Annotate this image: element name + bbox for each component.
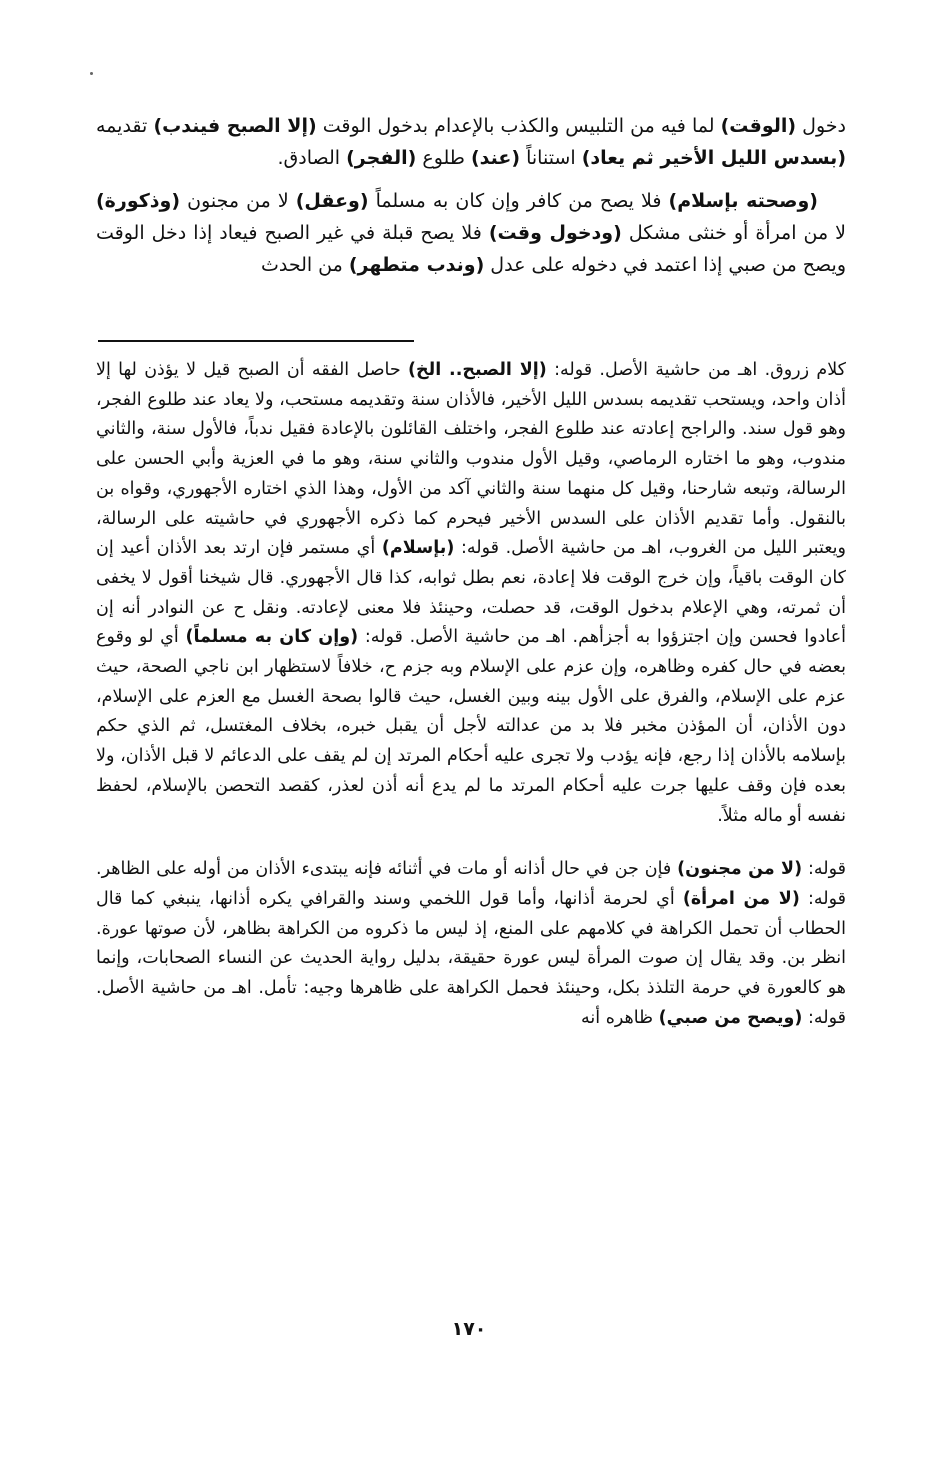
text-run: لا من امرأة أو خنثى مشكل	[621, 222, 846, 244]
bold-term: (وعقل)	[295, 190, 369, 212]
bold-term: (الفجر)	[346, 147, 417, 169]
bold-term: (وصحته بإسلام)	[668, 190, 818, 212]
text-run: أي لحرمة أذانها، وأما قول اللخمي وسند والقرافي يكره أذانها، ينبغي كما قال الحطاب أن تحمل الكراهة في كلامهم على المنع، إذ ليس ما ذكروه من الكراهة بظاهر، لأن صوتها عورة. انظر بن. وقد يقال إن صوت المرأة ليس عورة حقيقة، بدليل رواية الحديث عن النساء الصحابات، وإنما هو كالعورة في حرمة التلذذ بكل، وحينئذ فحمل الكراهة على ظاهرها وجيه: تأمل. اهـ من حاشية الأصل. قوله:	[96, 888, 846, 1028]
text-run: ظاهره أنه	[581, 1007, 659, 1028]
footnote-1	[96, 356, 846, 831]
bold-term: (وندب متطهر)	[348, 254, 485, 276]
text-run: حاصل الفقه أن الصبح قيل لا يؤذن لها إلا أذان واحد، ويستحب تقديمه بسدس الليل الأخير، فالأذان سنة وتقديمه مستحب، ولا يعاد عند طلوع الفجر، وهو قول سند. والراجح إعادته عند طلوع الفجر، واختلف القائلون بالإعادة فقيل ندباً، فالأول سنة، والثاني مندوب، وهو ما اختاره الرماصي، وقيل الأول مندوب والثاني سنة، وهو ما في العزية وأبي الحسن على الرسالة، وتبعه شارحنا، وقيل كل منهما سنة والثاني آكد من الأول، وهذا الذي اختاره الأجهوري، وقواه بن بالنقول. وأما تقديم الأذان على السدس الأخير فيحرم كما ذكره الأجهوري في حاشيته على الرسالة، ويعتبر الليل من الغروب، اهـ من حاشية الأصل. قوله:	[96, 360, 846, 559]
text-run: لا من مجنون	[180, 190, 296, 212]
text-run: أي لو وقوع بعضه في حال كفره وظاهره، وإن عزم على الإسلام وبه جزم ح، خلافاً لاستظهار ابن ناجي الصحة، حيث عزم على الإسلام، والفرق على الأول بينه وبين الغسل، حيث قالوا بصحة الغسل مع العزم على الإسلام، دون الأذان، أن المؤذن مخبر فلا بد من عدالته لأجل أن يقبل خبره، بخلاف المغتسل، ثم الذي حكم بإسلامه بالأذان إذا رجع، فإنه يؤدب ولا تجرى عليه أحكام المرتد إن لم يقف على الدعائم لا قبل الأذان، ولا بعده فإن وقف عليها جرت عليه أحكام المرتد ما لم يدع أنه أذن لعذر، كقصد التحصن بالإسلام، لحفظ نفسه أو ماله مثلاً.	[96, 627, 846, 826]
text-run: أي مستمر فإن ارتد بعد الأذان أعيد إن كان الوقت باقياً، وإن خرج الوقت فلا إعادة، نعم بطل ثوابه، كذا قال الأجهوري. قال شيخنا أقول لا يخفى أن ثمرته، وهي الإعلام بدخول الوقت، قد حصلت، وحينئذ فلا معنى لإعادته. ونقل ح عن النوادر أنه إن أعادوا فحسن وإن اجتزؤوا به أجزأهم. اهـ من حاشية الأصل. قوله:	[96, 538, 847, 648]
text-run: من الحدث	[260, 254, 349, 276]
main-paragraph-2	[96, 185, 846, 281]
text-run: كلام زروق. اهـ من حاشية الأصل. قوله:	[546, 360, 847, 380]
text-run: استناناً	[520, 147, 582, 169]
bold-term: (وإن كان به مسلماً)	[185, 627, 359, 648]
footnote-2	[96, 855, 846, 1033]
bold-term: (الوقت)	[720, 115, 797, 137]
bold-term: (عند)	[470, 147, 521, 169]
text-run: قوله:	[802, 859, 846, 880]
footnote-divider	[98, 340, 414, 342]
text-run: دخول	[796, 115, 847, 137]
text-run: الصادق.	[277, 147, 347, 169]
bold-term: (لا من امرأة)	[682, 888, 800, 909]
stray-mark	[90, 72, 93, 75]
text-run: فلا يصح من كافر وإن كان به مسلماً	[368, 190, 669, 212]
text-run: تقديمه	[96, 115, 154, 137]
bold-term: (بسدس الليل الأخير ثم يعاد)	[581, 147, 846, 169]
bold-term: (إلا الصبح.. الخ)	[408, 360, 547, 380]
main-text	[96, 110, 846, 281]
bold-term: (بإسلام)	[381, 538, 455, 559]
bold-term: (وذكورة)	[96, 190, 181, 212]
bold-term: (إلا الصبح فيندب)	[153, 115, 317, 137]
footnotes	[96, 356, 846, 1033]
text-run: فإن جن في حال أذانه أو مات في أثنائه فإنه يبتدىء الأذان من أوله على الظاهر. قوله:	[96, 859, 846, 909]
main-paragraph-1	[96, 110, 846, 174]
text-run: طلوع	[416, 147, 471, 169]
text-run: لما فيه من التلبيس والكذب بالإعدام بدخول الوقت	[316, 115, 721, 137]
bold-term: (ودخول وقت)	[488, 222, 622, 244]
text-run: فلا يصح قبلة في غير الصبح فيعاد إذا دخل الوقت ويصح من صبي إذا اعتمد في دخوله على عدل	[96, 222, 846, 276]
bold-term: (لا من مجنون)	[677, 859, 803, 880]
bold-term: (ويصح من صبي)	[658, 1007, 803, 1028]
page-number: ١٧٠	[451, 1318, 487, 1340]
